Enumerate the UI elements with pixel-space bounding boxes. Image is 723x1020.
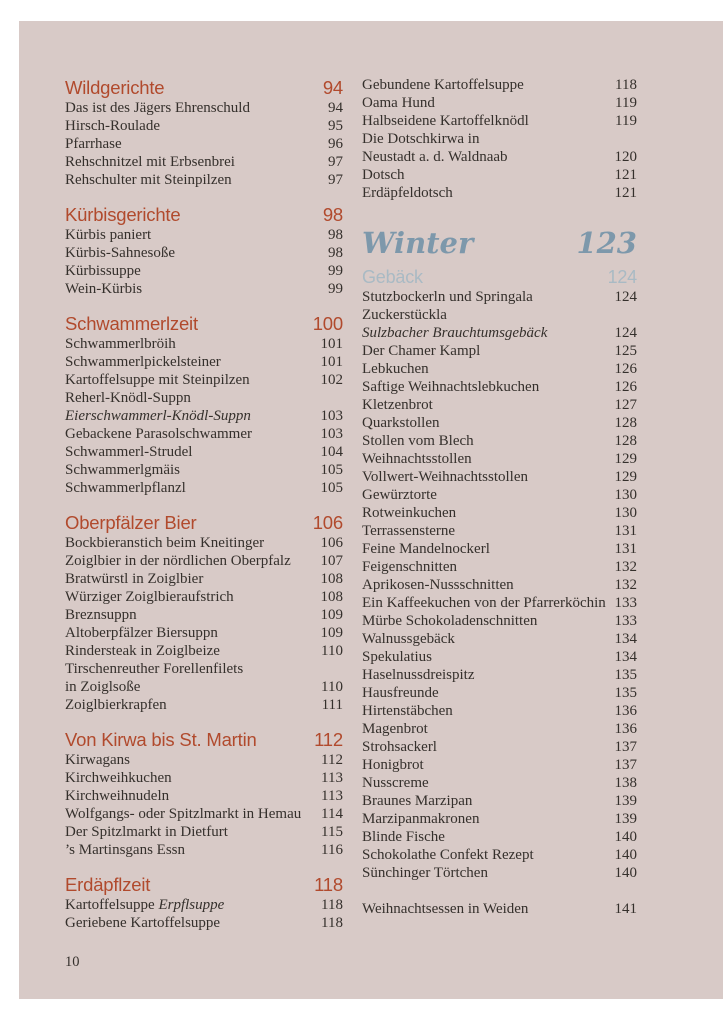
entry-label: Stutzbockerln und Springala xyxy=(362,289,533,305)
toc-entry xyxy=(362,486,637,504)
entry-label: Kirchweihnudeln xyxy=(65,788,170,804)
entry-page: 140 xyxy=(614,829,637,845)
toc-entry xyxy=(65,896,343,914)
entry-label: Dotsch xyxy=(362,167,405,183)
entry-page: 121 xyxy=(614,167,637,183)
entry-page: 103 xyxy=(320,408,343,424)
toc-entry xyxy=(65,588,343,606)
entry-label: Marzipanmakronen xyxy=(362,811,480,827)
section-heading xyxy=(65,203,343,226)
entry-page: 104 xyxy=(320,444,343,460)
entry-label: Kirchweihkuchen xyxy=(65,770,172,786)
toc-entry xyxy=(65,353,343,371)
toc-entry xyxy=(362,810,637,828)
entry-label: Der Spitzlmarkt in Dietfurt xyxy=(65,824,228,840)
entry-label: in Zoiglsoße xyxy=(65,679,141,695)
toc-entry xyxy=(65,153,343,171)
entry-page: 111 xyxy=(321,697,343,713)
entry-page: 127 xyxy=(614,397,637,413)
entry-label: Weihnachtsstollen xyxy=(362,451,472,467)
toc-entry xyxy=(65,371,343,389)
toc-entry xyxy=(65,262,343,280)
entry-label: Schokolathe Confekt Rezept xyxy=(362,847,534,863)
entry-page: 110 xyxy=(321,643,343,659)
section-page-number: 106 xyxy=(312,512,343,533)
toc-entry xyxy=(362,684,637,702)
entry-page: 140 xyxy=(614,847,637,863)
toc-entry xyxy=(65,787,343,805)
entry-label: Kartoffelsuppe mit Steinpilzen xyxy=(65,372,250,388)
entry-label: Lebkuchen xyxy=(362,361,429,377)
toc-entry xyxy=(65,841,343,859)
entry-label: Kirwagans xyxy=(65,752,130,768)
entry-label: Bockbieranstich beim Kneitinger xyxy=(65,535,265,551)
entry-label: Schwammerlpflanzl xyxy=(65,480,186,496)
toc-entry xyxy=(65,335,343,353)
toc-entry xyxy=(65,823,343,841)
toc-entry xyxy=(362,738,637,756)
entry-page: 129 xyxy=(614,451,637,467)
entry-page: 107 xyxy=(320,553,343,569)
gebaeck-section-heading xyxy=(362,266,637,288)
entry-label: Gebackene Parasolschwammer xyxy=(65,426,253,442)
entry-page: 102 xyxy=(320,372,343,388)
toc-entry xyxy=(65,696,343,714)
toc-entry xyxy=(65,425,343,443)
toc-entry xyxy=(362,288,637,306)
entry-label: Breznsuppn xyxy=(65,607,137,623)
entry-page: 112 xyxy=(321,752,343,768)
entry-page: 134 xyxy=(614,631,637,647)
entry-label: Magenbrot xyxy=(362,721,428,737)
toc-entry xyxy=(362,504,637,522)
entry-label: Würziger Zoiglbieraufstrich xyxy=(65,589,234,605)
entry-label: Halbseidene Kartoffelknödl xyxy=(362,113,529,129)
entry-label: Honigbrot xyxy=(362,757,424,773)
toc-lead-entries xyxy=(362,76,637,202)
toc-entry xyxy=(65,914,343,932)
entry-label: Rindersteak in Zoiglbeize xyxy=(65,643,220,659)
entry-label: Mürbe Schokoladenschnitten xyxy=(362,613,538,629)
entry-label: Kürbis paniert xyxy=(65,227,152,243)
toc-entry xyxy=(362,342,637,360)
toc-entry xyxy=(65,570,343,588)
toc-entry xyxy=(65,389,343,407)
entry-page: 133 xyxy=(614,613,637,629)
toc-left-column xyxy=(65,76,343,932)
toc-entry xyxy=(362,846,637,864)
entry-page: 128 xyxy=(614,415,637,431)
entry-label: Aprikosen-Nussschnitten xyxy=(362,577,514,593)
entry-page: 98 xyxy=(328,245,343,261)
toc-entry xyxy=(362,648,637,666)
section-page-number: 118 xyxy=(314,874,343,895)
toc-entry xyxy=(65,769,343,787)
entry-label: Eierschwammerl-Knödl-Suppn xyxy=(65,408,251,424)
entry-page: 130 xyxy=(614,505,637,521)
section-title: Schwammerlzeit xyxy=(65,313,198,334)
entry-page: 110 xyxy=(321,679,343,695)
entry-page: 113 xyxy=(321,770,343,786)
entry-label: Das ist des Jägers Ehrenschuld xyxy=(65,100,250,116)
entry-page: 120 xyxy=(614,149,637,165)
entry-page: 128 xyxy=(614,433,637,449)
section-page-number: 100 xyxy=(312,313,343,334)
entry-label: Spekulatius xyxy=(362,649,432,665)
toc-entry xyxy=(65,407,343,425)
entry-label: Gebundene Kartoffelsuppe xyxy=(362,77,524,93)
entry-label: Kürbis-Sahnesoße xyxy=(65,245,175,261)
entry-page: 101 xyxy=(320,336,343,352)
toc-entry xyxy=(362,774,637,792)
entry-label: Walnussgebäck xyxy=(362,631,455,647)
toc-entry xyxy=(362,540,637,558)
toc-entry xyxy=(362,594,637,612)
entry-label: Kürbissuppe xyxy=(65,263,141,279)
entry-page: 96 xyxy=(328,136,343,152)
entry-page: 108 xyxy=(320,571,343,587)
entry-label: Neustadt a. d. Waldnaab xyxy=(362,149,508,165)
entry-page: 115 xyxy=(321,824,343,840)
section-page-number: 98 xyxy=(322,204,343,225)
toc-entry xyxy=(362,76,637,94)
entry-label: Zoiglbier in der nördlichen Oberpfalz xyxy=(65,553,291,569)
toc-entry xyxy=(362,148,637,166)
entry-page: 113 xyxy=(321,788,343,804)
entry-page: 136 xyxy=(614,703,637,719)
toc-entry xyxy=(65,244,343,262)
entry-label: Feigenschnitten xyxy=(362,559,457,575)
entry-page: 137 xyxy=(614,739,637,755)
entry-label: Rotweinkuchen xyxy=(362,505,457,521)
toc-entry xyxy=(65,280,343,298)
toc-entry xyxy=(362,612,637,630)
entry-label: Strohsackerl xyxy=(362,739,437,755)
toc-entry xyxy=(65,171,343,189)
gebaeck-entries xyxy=(362,288,637,882)
entry-page: 124 xyxy=(614,325,637,341)
toc-entry xyxy=(362,792,637,810)
entry-page: 133 xyxy=(614,595,637,611)
entry-label: Altoberpfälzer Biersuppn xyxy=(65,625,218,641)
toc-right-column xyxy=(362,76,637,918)
entry-page: 121 xyxy=(614,185,637,201)
section-heading xyxy=(65,312,343,335)
toc-entry xyxy=(362,414,637,432)
section-heading xyxy=(65,76,343,99)
entry-label: Feine Mandelnockerl xyxy=(362,541,490,557)
entry-label: Kletzenbrot xyxy=(362,397,433,413)
entry-label: Rehschnitzel mit Erbsenbrei xyxy=(65,154,235,170)
entry-label: Rehschulter mit Steinpilzen xyxy=(65,172,232,188)
entry-page: 97 xyxy=(328,172,343,188)
toc-entry xyxy=(362,576,637,594)
entry-page: 99 xyxy=(328,263,343,279)
toc-entry xyxy=(65,552,343,570)
toc-entry xyxy=(362,828,637,846)
toc-page xyxy=(19,21,723,999)
toc-entry xyxy=(362,306,637,324)
toc-entry xyxy=(362,432,637,450)
entry-page: 108 xyxy=(320,589,343,605)
toc-entry xyxy=(65,479,343,497)
entry-page: 95 xyxy=(328,118,343,134)
section-heading xyxy=(65,728,343,751)
entry-label: Hausfreunde xyxy=(362,685,439,701)
entry-label: Schwammerl-Strudel xyxy=(65,444,193,460)
toc-entry xyxy=(65,443,343,461)
winter-page-number: 123 xyxy=(576,226,637,260)
entry-page: 103 xyxy=(320,426,343,442)
toc-entry xyxy=(65,660,343,678)
toc-entry xyxy=(362,184,637,202)
gebaeck-page-number: 124 xyxy=(607,267,637,287)
section-heading xyxy=(65,511,343,534)
entry-label: Schwammerlbröih xyxy=(65,336,176,352)
section-title: Wildgerichte xyxy=(65,77,165,98)
entry-page: 118 xyxy=(615,77,637,93)
entry-page: 124 xyxy=(614,289,637,305)
toc-entry xyxy=(362,112,637,130)
entry-page: 98 xyxy=(328,227,343,243)
toc-entry xyxy=(362,702,637,720)
toc-entry xyxy=(362,558,637,576)
entry-page: 129 xyxy=(614,469,637,485)
entry-label: Geriebene Kartoffelsuppe xyxy=(65,915,221,931)
winter-title: Winter xyxy=(362,226,474,260)
entry-page: 139 xyxy=(614,811,637,827)
toc-entry xyxy=(362,450,637,468)
toc-entry xyxy=(362,720,637,738)
entry-page: 97 xyxy=(328,154,343,170)
toc-entry xyxy=(362,324,637,342)
entry-label: Sulzbacher Brauchtumsgebäck xyxy=(362,325,548,341)
entry-label: ’s Martinsgans Essn xyxy=(65,842,185,858)
entry-label: Bratwürstl in Zoiglbier xyxy=(65,571,204,587)
entry-page: 109 xyxy=(320,625,343,641)
entry-page: 138 xyxy=(614,775,637,791)
entry-page: 131 xyxy=(614,541,637,557)
toc-entry xyxy=(65,226,343,244)
entry-label-italic-part: Erpflsuppe xyxy=(158,897,225,913)
entry-page: 130 xyxy=(614,487,637,503)
toc-entry xyxy=(362,900,637,918)
entry-label: Oama Hund xyxy=(362,95,435,111)
entry-page: 101 xyxy=(320,354,343,370)
entry-page: 109 xyxy=(320,607,343,623)
entry-page: 114 xyxy=(321,806,343,822)
entry-label: Die Dotschkirwa in xyxy=(362,131,480,147)
toc-entry xyxy=(362,360,637,378)
entry-page: 118 xyxy=(321,897,343,913)
toc-entry xyxy=(362,756,637,774)
entry-page: 106 xyxy=(320,535,343,551)
section-title: Von Kirwa bis St. Martin xyxy=(65,729,257,750)
entry-label: Stollen vom Blech xyxy=(362,433,474,449)
toc-entry xyxy=(65,805,343,823)
section-page-number: 94 xyxy=(322,77,343,98)
entry-label: Der Chamer Kampl xyxy=(362,343,481,359)
gebaeck-title: Gebäck xyxy=(362,267,423,287)
toc-entry xyxy=(65,99,343,117)
entry-page: 126 xyxy=(614,379,637,395)
toc-entry xyxy=(65,751,343,769)
toc-entry xyxy=(362,166,637,184)
entry-page: 137 xyxy=(614,757,637,773)
entry-page: 105 xyxy=(320,480,343,496)
entry-label: Kartoffelsuppe Erpflsuppe xyxy=(65,897,225,913)
entry-label: Weihnachtsessen in Weiden xyxy=(362,901,529,917)
toc-entry xyxy=(362,130,637,148)
entry-page: 125 xyxy=(614,343,637,359)
entry-page: 126 xyxy=(614,361,637,377)
entry-page: 136 xyxy=(614,721,637,737)
entry-label: Zoiglbierkrapfen xyxy=(65,697,167,713)
section-heading xyxy=(65,873,343,896)
toc-entry xyxy=(362,522,637,540)
entry-label: Saftige Weihnachtslebkuchen xyxy=(362,379,540,395)
entry-label: Wolfgangs- oder Spitzlmarkt in Hemau xyxy=(65,806,302,822)
entry-label: Tirschenreuther Forellenfilets xyxy=(65,661,244,677)
entry-page: 140 xyxy=(614,865,637,881)
entry-label: Blinde Fische xyxy=(362,829,445,845)
entry-page: 116 xyxy=(321,842,343,858)
section-title: Oberpfälzer Bier xyxy=(65,512,197,533)
entry-page: 134 xyxy=(614,649,637,665)
section-title: Kürbisgerichte xyxy=(65,204,181,225)
entry-page: 94 xyxy=(328,100,343,116)
entry-label: Vollwert-Weihnachtsstollen xyxy=(362,469,528,485)
entry-label: Nusscreme xyxy=(362,775,429,791)
toc-entry xyxy=(65,678,343,696)
entry-label: Hirtenstäbchen xyxy=(362,703,453,719)
entry-label: Zuckerstückla xyxy=(362,307,447,323)
toc-entry xyxy=(65,135,343,153)
entry-label: Schwammerlgmäis xyxy=(65,462,180,478)
entry-page: 118 xyxy=(321,915,343,931)
entry-label: Quarkstollen xyxy=(362,415,440,431)
winter-season-heading xyxy=(362,224,637,262)
toc-entry xyxy=(362,864,637,882)
section-page-number: 112 xyxy=(314,729,343,750)
entry-page: 119 xyxy=(615,113,637,129)
entry-label: Ein Kaffeekuchen von der Pfarrerköchin xyxy=(362,595,606,611)
toc-entry xyxy=(65,642,343,660)
entry-label: Gewürztorte xyxy=(362,487,437,503)
toc-entry xyxy=(65,117,343,135)
toc-entry xyxy=(65,606,343,624)
entry-page: 141 xyxy=(614,901,637,917)
entry-page: 119 xyxy=(615,95,637,111)
toc-entry xyxy=(362,630,637,648)
toc-entry xyxy=(65,624,343,642)
entry-label: Wein-Kürbis xyxy=(65,281,143,297)
toc-entry xyxy=(362,666,637,684)
entry-page: 131 xyxy=(614,523,637,539)
entry-page: 105 xyxy=(320,462,343,478)
entry-label: Braunes Marzipan xyxy=(362,793,473,809)
entry-label: Pfarrhase xyxy=(65,136,122,152)
entry-page: 135 xyxy=(614,667,637,683)
toc-entry xyxy=(65,534,343,552)
toc-entry xyxy=(362,396,637,414)
entry-page: 139 xyxy=(614,793,637,809)
entry-page: 132 xyxy=(614,559,637,575)
entry-page: 132 xyxy=(614,577,637,593)
entry-label: Terrassensterne xyxy=(362,523,456,539)
toc-entry xyxy=(65,461,343,479)
entry-label: Reherl-Knödl-Suppn xyxy=(65,390,191,406)
entry-label: Sünchinger Törtchen xyxy=(362,865,488,881)
toc-entry xyxy=(362,378,637,396)
section-title: Erdäpflzeit xyxy=(65,874,151,895)
entry-label: Schwammerlpickelsteiner xyxy=(65,354,221,370)
entry-page: 135 xyxy=(614,685,637,701)
toc-entry xyxy=(362,468,637,486)
entry-page: 99 xyxy=(328,281,343,297)
entry-label: Haselnussdreispitz xyxy=(362,667,475,683)
entry-label: Hirsch-Roulade xyxy=(65,118,160,134)
entry-label: Erdäpfeldotsch xyxy=(362,185,453,201)
page-number: 10 xyxy=(65,954,80,970)
toc-entry xyxy=(362,94,637,112)
